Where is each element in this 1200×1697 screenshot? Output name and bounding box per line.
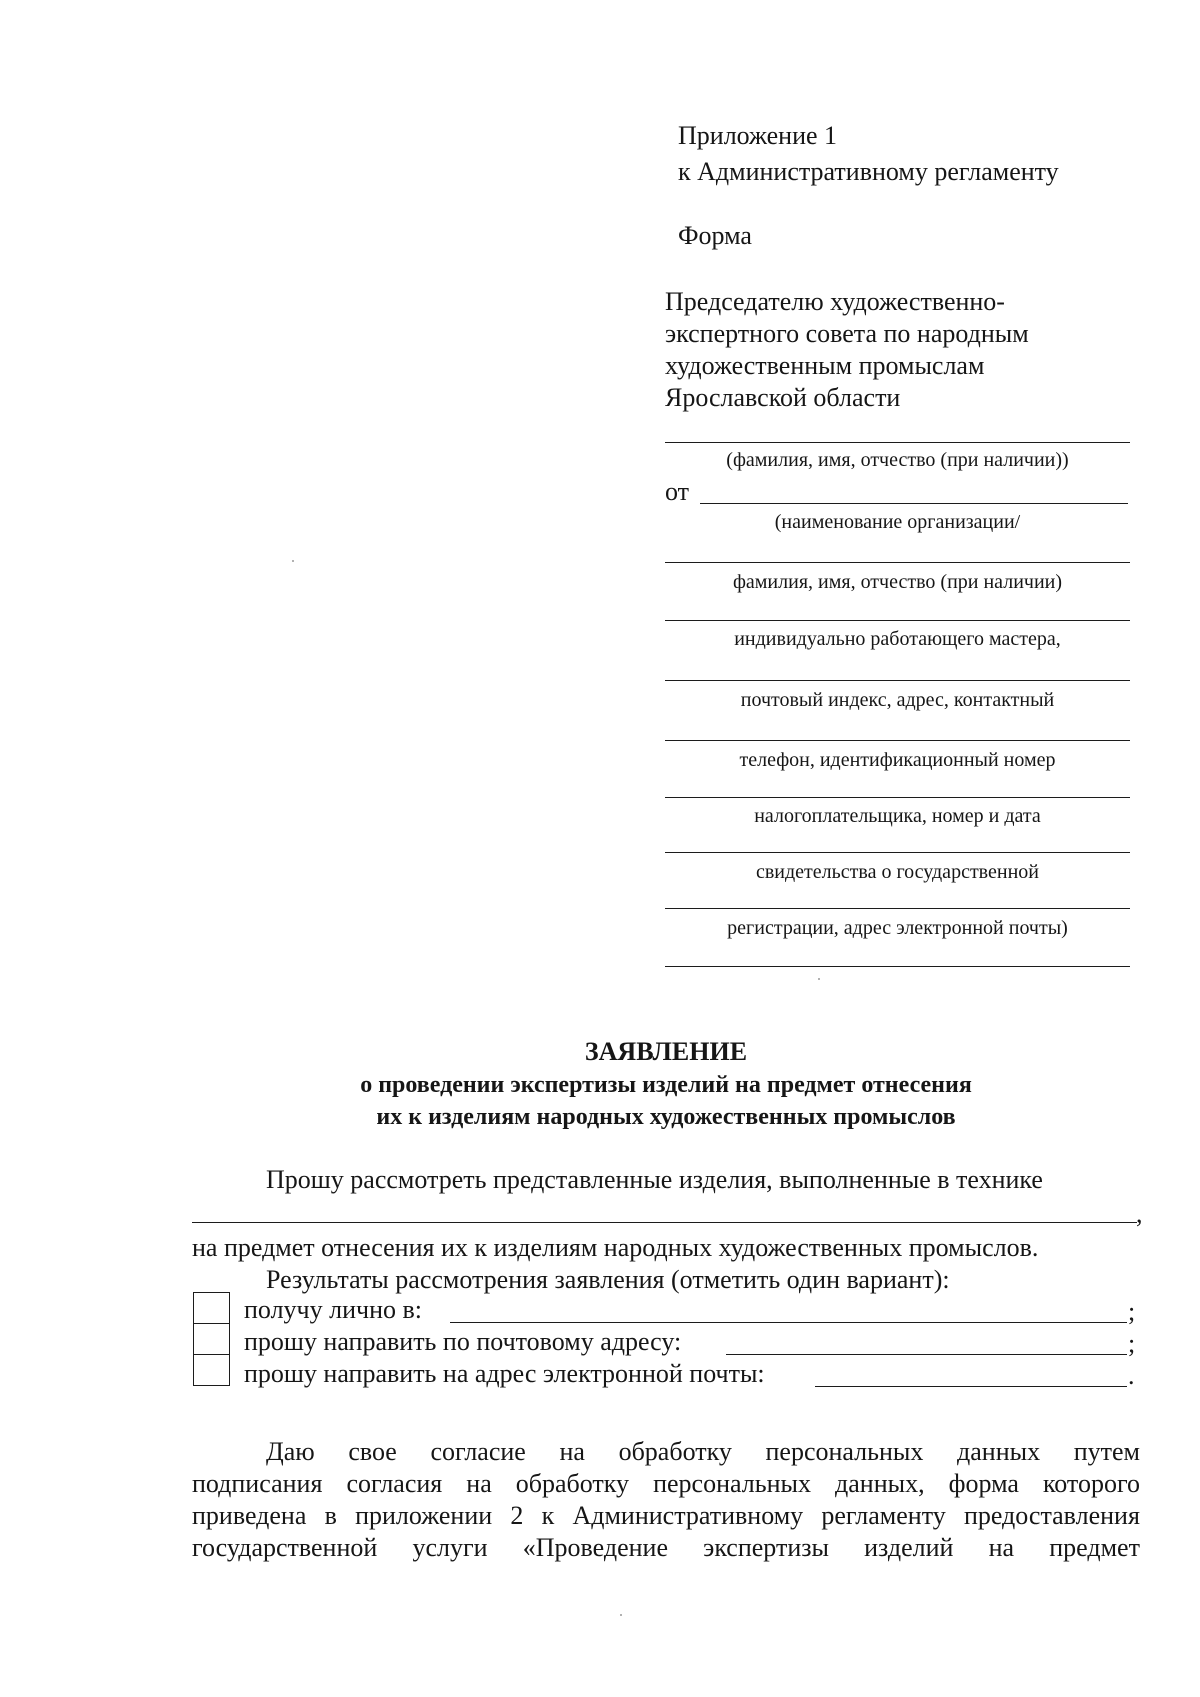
consent-word: обработку (618, 1437, 732, 1466)
consent-word: путем (1073, 1437, 1140, 1466)
sender-line-2 (665, 620, 1130, 621)
option-line-post[interactable] (726, 1354, 1127, 1355)
consent-word: согласия (346, 1469, 443, 1498)
sender-line-4 (665, 740, 1130, 741)
regulation-reference: к Административному регламенту (678, 157, 1059, 186)
sender-line-3 (665, 680, 1130, 681)
sender-hint-4: почтовый индекс, адрес, контактный (740, 689, 1055, 711)
option-line-email[interactable] (815, 1386, 1127, 1387)
consent-word: согласие (430, 1437, 526, 1466)
purpose-text: на предмет отнесения их к изделиям народных художественных промыслов. (192, 1233, 1039, 1262)
consent-line-2 (192, 1468, 1140, 1500)
technique-input-line[interactable] (192, 1222, 1137, 1223)
option-checkbox-post[interactable] (193, 1323, 230, 1355)
consent-word: государственной (192, 1533, 378, 1562)
consent-word: на (466, 1469, 492, 1498)
title-subline-1: о проведении экспертизы изделий на предмет отнесения (360, 1072, 972, 1098)
option-checkbox-email[interactable] (193, 1354, 230, 1386)
sender-hint-1: (наименование организации/ (774, 511, 1021, 533)
from-label: от (665, 477, 690, 506)
technique-line-comma: , (1136, 1199, 1143, 1228)
addressee-line-4: Ярославской области (665, 383, 901, 412)
option-end-personal: ; (1128, 1297, 1136, 1326)
consent-word: данных (957, 1437, 1041, 1466)
consent-word: свое (348, 1437, 397, 1466)
option-line-personal[interactable] (450, 1322, 1127, 1323)
sender-line-5 (665, 797, 1130, 798)
consent-word: предоставления (963, 1501, 1140, 1530)
consent-word: приведена (192, 1501, 307, 1530)
consent-word: услуги (412, 1533, 488, 1562)
sender-line-0 (700, 503, 1128, 504)
sender-hint-3: индивидуально работающего мастера, (734, 628, 1061, 650)
consent-line-1 (266, 1436, 1140, 1468)
consent-word: экспертизы (703, 1533, 829, 1562)
document-title: ЗАЯВЛЕНИЕ (584, 1037, 748, 1066)
sender-hint-7: свидетельства о государственной (755, 861, 1039, 883)
sender-line-7 (665, 908, 1130, 909)
chairman-name-hint: (фамилия, имя, отчество (при наличии)) (726, 449, 1069, 471)
consent-line-3 (192, 1500, 1140, 1532)
results-intro: Результаты рассмотрения заявления (отметить один вариант): (266, 1265, 950, 1294)
consent-word: Административному (572, 1501, 804, 1530)
consent-word: данных, (835, 1469, 925, 1498)
option-label-email: прошу направить на адрес электронной почты: (244, 1359, 765, 1388)
addressee-line-2: экспертного совета по народным (665, 319, 1029, 348)
sender-hint-8: регистрации, адрес электронной почты) (727, 917, 1068, 939)
consent-word: которого (1042, 1469, 1140, 1498)
consent-word: предмет (1049, 1533, 1140, 1562)
sender-line-6 (665, 852, 1130, 853)
consent-word: к (541, 1501, 555, 1530)
scan-speck (620, 1614, 622, 1616)
title-subline-2: их к изделиям народных художественных промыслов (376, 1104, 956, 1130)
consent-word: Даю (266, 1437, 315, 1466)
consent-word: обработку (515, 1469, 630, 1498)
consent-word: персональных (653, 1469, 811, 1498)
request-text: Прошу рассмотреть представленные изделия, выполненные в технике (266, 1165, 1043, 1194)
scan-speck (818, 978, 820, 980)
option-label-post: прошу направить по почтовому адресу: (244, 1327, 682, 1356)
consent-word: регламенту (821, 1501, 946, 1530)
form-label: Форма (678, 221, 752, 250)
consent-line-4 (192, 1532, 1140, 1564)
scan-speck (292, 560, 294, 562)
consent-word: форма (948, 1469, 1019, 1498)
addressee-line-3: художественным промыслам (665, 351, 985, 380)
option-checkbox-personal[interactable] (193, 1292, 230, 1324)
addressee-line-1: Председателю художественно- (665, 287, 1005, 316)
chairman-name-line (665, 442, 1130, 443)
sender-hint-5: телефон, идентификационный номер (739, 749, 1056, 771)
sender-hint-6: налогоплательщика, номер и дата (754, 805, 1041, 827)
consent-word: на (559, 1437, 585, 1466)
consent-word: изделий (864, 1533, 954, 1562)
option-label-personal: получу лично в: (244, 1295, 423, 1324)
option-end-email: . (1128, 1361, 1135, 1390)
appendix-label: Приложение 1 (678, 121, 838, 150)
consent-word: на (988, 1533, 1015, 1562)
consent-word: подписания (192, 1469, 323, 1498)
consent-word: приложении (355, 1501, 493, 1530)
sender-line-1 (665, 562, 1130, 563)
consent-word: 2 (510, 1501, 524, 1530)
option-end-post: ; (1128, 1329, 1136, 1358)
consent-word: персональных (765, 1437, 924, 1466)
consent-word: «Проведение (522, 1533, 668, 1562)
sender-line-8 (665, 966, 1130, 967)
sender-hint-2: фамилия, имя, отчество (при наличии) (732, 571, 1063, 593)
consent-word: в (324, 1501, 337, 1530)
